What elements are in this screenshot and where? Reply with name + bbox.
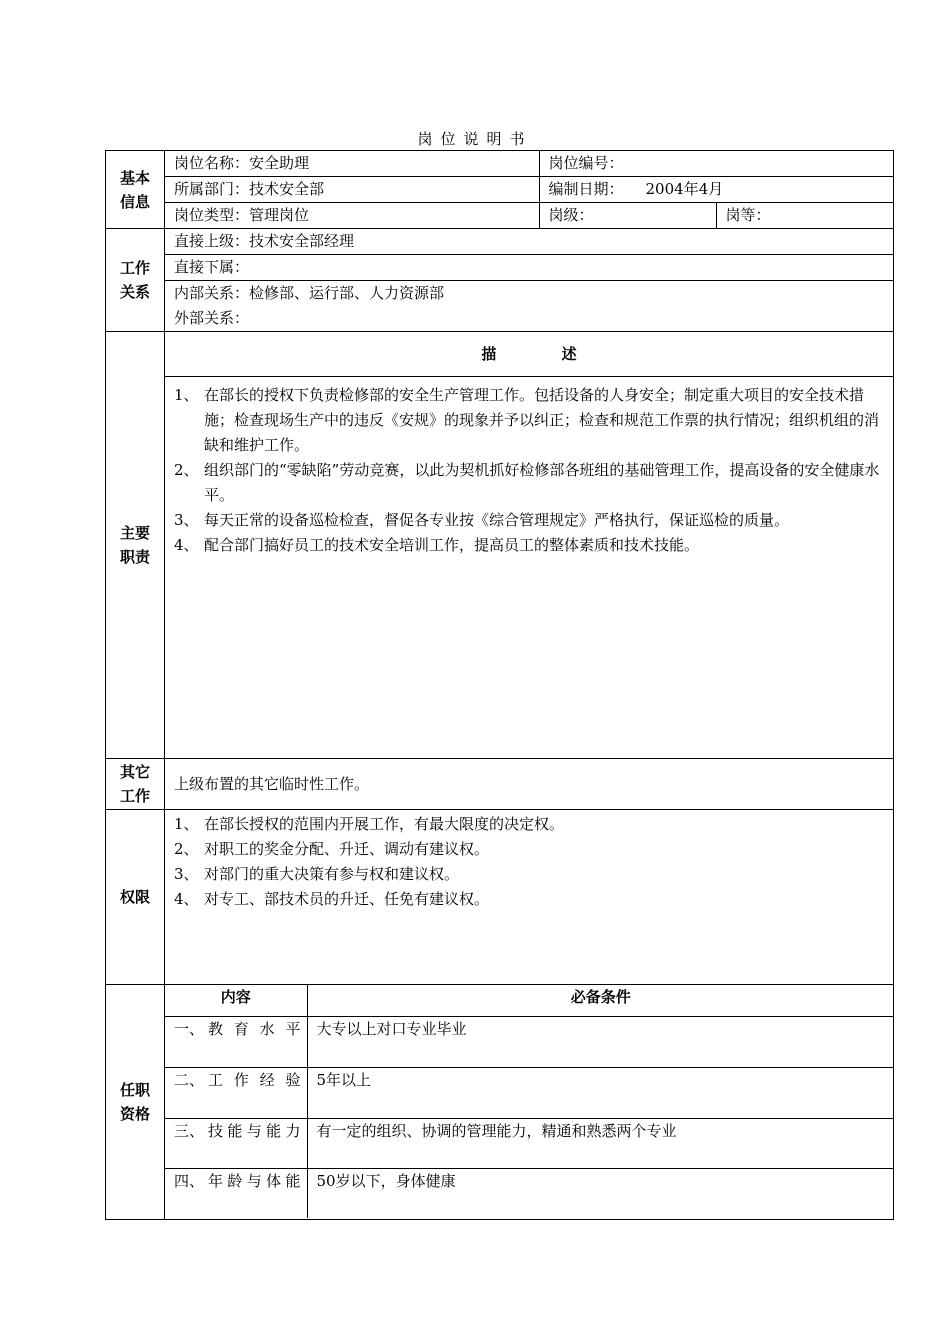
work-relations-section xyxy=(106,229,894,332)
position-name: 岗位名称：安全助理 xyxy=(165,151,539,177)
duties-list xyxy=(165,377,893,558)
other-work-label: 其它工作 xyxy=(106,759,165,810)
document-title: 岗位说明书 xyxy=(417,130,533,148)
qual-name: 教育水平 xyxy=(208,1019,301,1038)
qual-value: 有一定的组织、协调的管理能力，精通和熟悉两个专业 xyxy=(307,1118,894,1168)
qual-value: 50岁以下，身体健康 xyxy=(316,1171,456,1190)
authority-label: 权限 xyxy=(106,810,165,985)
other-work-section xyxy=(106,759,894,810)
qual-col-requirement: 必备条件 xyxy=(307,985,894,1016)
authority-section xyxy=(106,810,894,985)
position-type: 岗位类型：管理岗位 xyxy=(165,203,539,229)
duty-item: 2、 组织部门的“零缺陷”劳动竞赛，以此为契机抓好检修部各班组的基础管理工作，提高设备的安全健康水平。 xyxy=(174,461,880,504)
duties-label: 主要职责 xyxy=(106,332,165,759)
duty-item: 1、 在部长的授权下负责检修部的安全生产管理工作。包括设备的人身安全；制定重大项目的安全技术措施；检查现场生产中的违反《安规》的现象并予以纠正；检查和规范工作票的执行情况；组织机组的消缺和维护工作。 xyxy=(174,386,880,454)
qual-row: 四、 年龄与体能 50岁以下，身体健康 xyxy=(165,1168,894,1218)
basic-info-section xyxy=(106,151,894,229)
qual-name: 年龄与体能 xyxy=(208,1171,301,1190)
position-grade: 岗级： xyxy=(539,203,716,229)
qual-row: 三、 技能与能力 有一定的组织、协调的管理能力，精通和熟悉两个专业 xyxy=(165,1118,894,1168)
authority-item: 1、 在部长授权的范围内开展工作，有最大限度的决定权。 xyxy=(174,815,565,833)
department: 所属部门：技术安全部 xyxy=(165,177,539,203)
authority-item: 3、 对部门的重大决策有参与权和建议权。 xyxy=(174,865,460,883)
authority-item: 4、 对专工、部技术员的升迁、任免有建议权。 xyxy=(174,890,490,908)
qualifications-label: 任职资格 xyxy=(106,985,165,1220)
job-description-table xyxy=(105,150,894,1220)
qual-row: 二、 工作经验 5年以上 xyxy=(165,1067,894,1118)
qualifications-section xyxy=(106,985,894,1220)
qual-col-content: 内容 xyxy=(165,985,307,1016)
description-header: 描 述 xyxy=(165,332,893,377)
authority-list xyxy=(165,810,893,912)
compile-date xyxy=(539,177,894,203)
direct-subordinate: 直接下属： xyxy=(165,255,893,281)
internal-relations: 内部关系：检修部、运行部、人力资源部 xyxy=(174,284,445,302)
duty-item: 4、 配合部门搞好员工的技术安全培训工作，提高员工的整体素质和技术技能。 xyxy=(174,536,700,554)
other-work-text: 上级布置的其它临时性工作。 xyxy=(174,774,370,793)
external-relations: 外部关系： xyxy=(174,309,250,327)
qual-row: 一、 教育水平 大专以上对口专业毕业 xyxy=(165,1016,894,1067)
position-code: 岗位编号： xyxy=(539,151,894,177)
direct-superior: 直接上级：技术安全部经理 xyxy=(165,229,893,255)
compile-date-value: 2004年4月 xyxy=(645,180,724,198)
basic-info-label: 基本信息 xyxy=(106,151,165,229)
qual-value: 大专以上对口专业毕业 xyxy=(307,1016,894,1067)
qual-name: 工作经验 xyxy=(208,1070,301,1089)
position-rank: 岗等： xyxy=(725,206,771,224)
duty-item: 3、 每天正常的设备巡检检查，督促各专业按《综合管理规定》严格执行，保证巡检的质量。 xyxy=(174,511,790,529)
compile-date-label: 编制日期： xyxy=(548,180,624,198)
duties-section xyxy=(106,332,894,759)
work-relations-label: 工作关系 xyxy=(106,229,165,332)
qual-value: 5年以上 xyxy=(307,1067,894,1118)
authority-item: 2、 对职工的奖金分配、升迁、调动有建议权。 xyxy=(174,840,490,858)
qual-name: 技能与能力 xyxy=(208,1121,301,1140)
qualifications-table xyxy=(165,985,894,1218)
